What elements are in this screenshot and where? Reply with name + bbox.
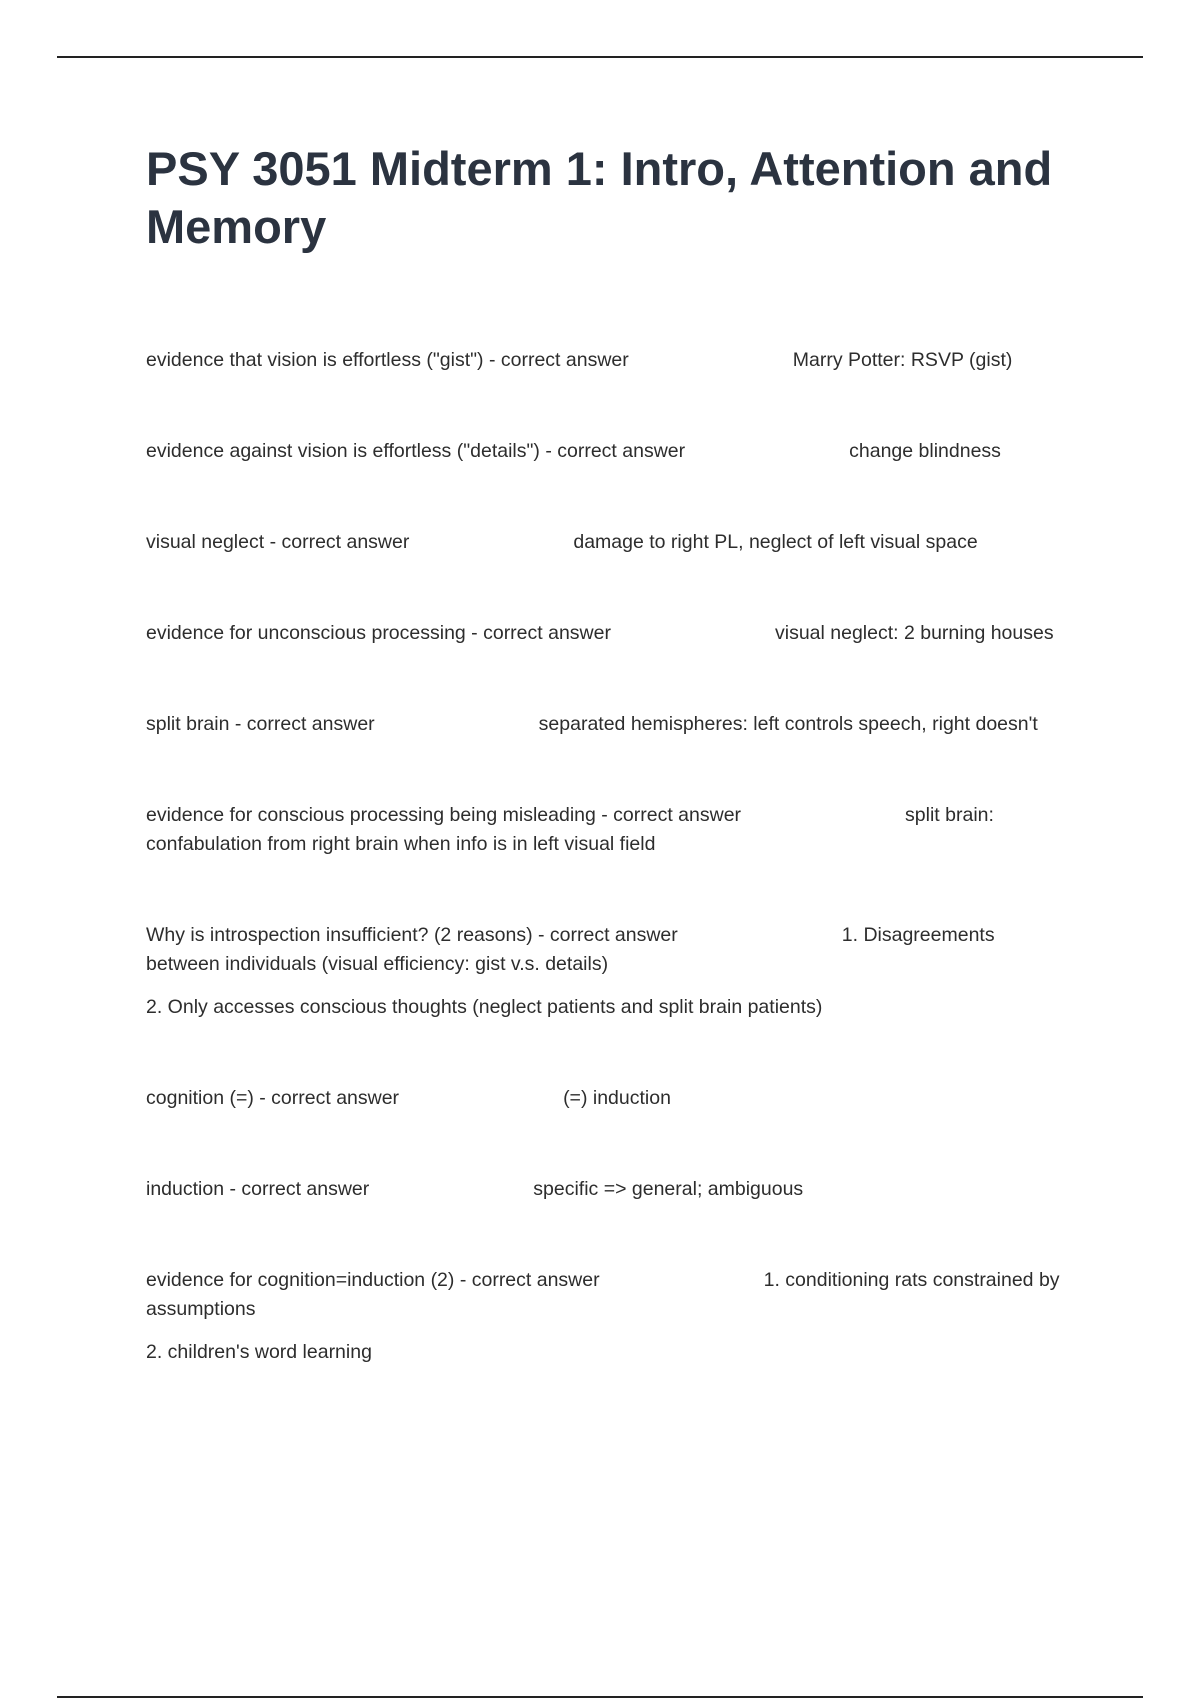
card-answer: 1. conditioning rats constrained by assumptions [146,1269,1060,1320]
card-answer: specific => general; ambiguous [533,1178,804,1200]
card-term: visual neglect - correct answer [146,531,410,553]
card-answer: damage to right PL, neglect of left visual space [573,531,978,553]
flashcard [146,437,1066,466]
card-answer-continued: 2. Only accesses conscious thoughts (neglect patients and split brain patients) [146,996,823,1018]
flashcard [146,710,1066,739]
card-term: split brain - correct answer [146,713,375,735]
card-answer: 1. Disagreements between individuals (visual efficiency: gist v.s. details) [146,924,995,975]
card-answer: split brain: confabulation from right brain when info is in left visual field [146,804,994,855]
document-title: PSY 3051 Midterm 1: Intro, Attention and Memory [146,142,1053,253]
card-answer: (=) induction [563,1087,671,1109]
flashcard [146,921,1066,1022]
flashcard [146,1266,1066,1367]
card-term: Why is introspection insufficient? (2 reasons) - correct answer [146,924,678,946]
card-term: induction - correct answer [146,1178,370,1200]
card-answer: Marry Potter: RSVP (gist) [792,349,1013,371]
flashcard [146,1084,1066,1113]
card-term: evidence for conscious processing being misleading - correct answer [146,804,742,826]
card-term: cognition (=) - correct answer [146,1087,400,1109]
card-answer: visual neglect: 2 burning houses [774,622,1054,644]
card-answer: change blindness [849,440,1001,462]
flashcard [146,346,1066,375]
flashcard [146,528,1066,557]
bottom-rule [57,1696,1143,1698]
card-answer-continued: 2. children's word learning [146,1341,372,1363]
card-answer: separated hemispheres: left controls speech, right doesn't [538,713,1038,735]
document-body [146,140,1066,1429]
top-rule [57,56,1143,58]
card-term: evidence against vision is effortless ("details") - correct answer [146,440,686,462]
card-term: evidence for unconscious processing - correct answer [146,622,611,644]
flashcard [146,801,1066,859]
card-term: evidence that vision is effortless ("gist") - correct answer [146,349,629,371]
flashcard [146,619,1066,648]
flashcard-list [146,346,1066,1367]
card-term: evidence for cognition=induction (2) - correct answer [146,1269,600,1291]
flashcard [146,1175,1066,1204]
